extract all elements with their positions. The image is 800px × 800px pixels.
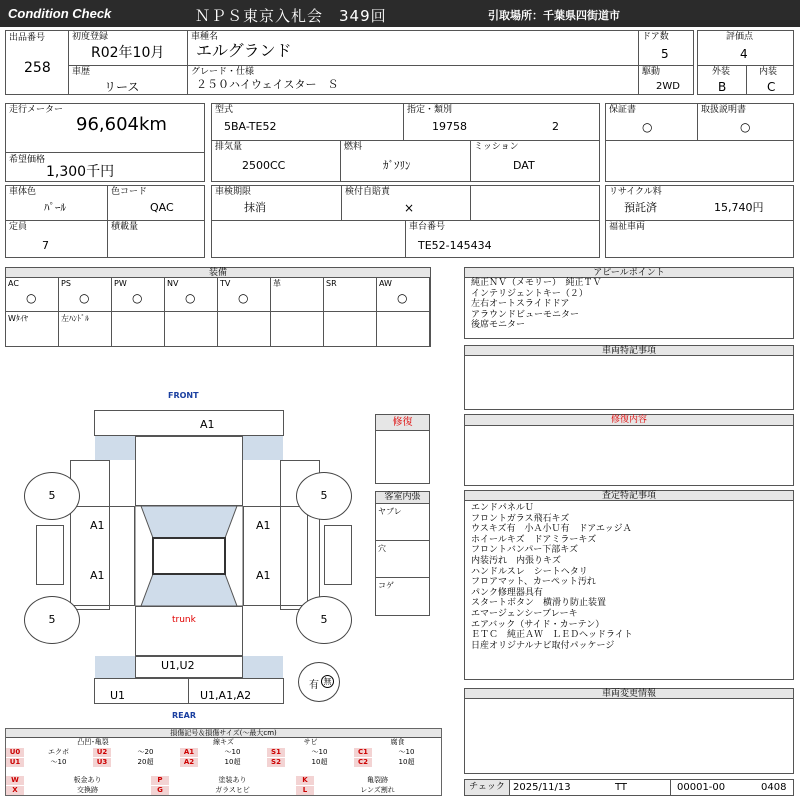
equip-key: AC: [8, 279, 19, 288]
header-location: 引取場所：千葉県四街道市: [488, 9, 620, 22]
appeal-lines: [471, 278, 602, 331]
equip-cell2-3: [165, 312, 218, 346]
legend-desc: レンズ割れ: [360, 786, 395, 794]
model-box: [211, 103, 404, 141]
legend-desc: 10超: [311, 758, 328, 766]
recycle-status: 預託済: [624, 201, 657, 214]
legend-desc: 〜20: [137, 748, 154, 756]
first-reg-box: [68, 30, 188, 66]
warranty-label: 保証書: [609, 105, 637, 115]
interior-row-3: [376, 578, 429, 615]
legend-desc: 10超: [224, 758, 241, 766]
equip-key2: 左ﾊﾝﾄﾞﾙ: [61, 314, 89, 323]
mileage-label: 走行メーター: [9, 105, 64, 115]
equipment-title: 装備: [6, 268, 430, 278]
tax-extra-box: [470, 185, 600, 221]
lot-box: [5, 30, 69, 95]
rear-label: REAR: [172, 711, 196, 720]
equip-cell-5: [271, 278, 324, 312]
tire-fr: 5: [296, 472, 352, 520]
equipment-panel: [5, 267, 431, 347]
rear-right-code: U1,A1,A2: [200, 689, 252, 702]
equip-cell2-4: [218, 312, 271, 346]
ext: B: [718, 80, 727, 94]
mission-label: ミッション: [474, 142, 519, 152]
interior-label: 客室内張: [376, 492, 429, 504]
roof-outline: [135, 506, 243, 606]
doors-label: ドア数: [642, 32, 669, 42]
price-box: [5, 152, 205, 182]
equip-cell-6: [324, 278, 377, 312]
seats: 7: [42, 239, 49, 252]
equip-cell2-1: [59, 312, 112, 346]
grade-box: [187, 65, 639, 95]
panel-fl-fender: [95, 436, 135, 460]
lot-number: 258: [24, 60, 51, 76]
car-name: エルグランド: [196, 41, 292, 60]
seats-label: 定員: [9, 222, 28, 232]
legend-code: C1: [354, 748, 372, 757]
legend-desc: 〜10: [398, 748, 415, 756]
color-label: 車体色: [9, 187, 37, 197]
trunk-label: trunk: [172, 615, 196, 625]
header-left: Condition Check: [8, 6, 112, 21]
inspector-line: パンク修理器具有: [471, 587, 543, 598]
history-label: 車歴: [72, 67, 91, 77]
rear-bumper-left: [94, 678, 189, 704]
spare-mark: 無: [321, 675, 334, 688]
tire-rr: 5: [296, 596, 352, 644]
legend-title: 損傷記号＆損傷サイズ(〜最大cm): [6, 729, 441, 738]
interior-burn: コゲ: [378, 581, 394, 590]
legend-desc: エクボ: [48, 748, 69, 756]
appeal-line: アラウンドビューモニター: [471, 309, 580, 320]
footer-divider: [670, 780, 671, 795]
inspector-line: フロントガラス飛石キズ: [471, 513, 570, 524]
model: 5BA-TE52: [224, 120, 277, 133]
doors-box: [638, 30, 694, 66]
footer: [464, 779, 794, 796]
roof: [153, 538, 225, 574]
tax-box: [341, 185, 471, 221]
drive-box: [638, 65, 694, 95]
price: 1,300千円: [46, 164, 115, 180]
fuel-label: 燃料: [344, 142, 363, 152]
legend: [5, 728, 442, 796]
seats-box: [5, 220, 108, 258]
equip-cell-2: [112, 278, 165, 312]
legend-desc: 塗装あり: [218, 776, 247, 784]
rear-window: [141, 574, 237, 606]
car-name-label: 車種名: [191, 32, 219, 42]
inspector-line: エマージェンシーブレーキ: [471, 608, 578, 619]
welfare-label: 福祉車両: [609, 222, 646, 232]
right-doors: [243, 506, 308, 606]
inspector-line: ウスキズ有 小Ａ小Ｕ有 ドアエッジＡ: [471, 524, 632, 535]
special-panel: [464, 345, 794, 410]
cc-box: [211, 140, 341, 182]
legend-group: サビ: [303, 738, 318, 746]
panel-front-bumper: [94, 410, 284, 436]
legend-desc: 〜10: [311, 748, 328, 756]
repair-box: [375, 414, 430, 484]
recycle-label: リサイクル料: [609, 187, 662, 197]
color: ﾊﾟｰﾙ: [44, 201, 66, 214]
mileage-box: [5, 103, 205, 153]
legend-code: L: [296, 786, 314, 795]
header-title: ＮＰＳ東京入札会 349回: [195, 7, 387, 25]
legend-desc: 10超: [398, 758, 415, 766]
legend-desc: 板金あり: [73, 776, 102, 784]
lot-label: 出品番号: [9, 33, 46, 43]
left-mirror: [36, 525, 64, 585]
equip-key: NV: [167, 279, 179, 288]
load-label: 積載量: [111, 222, 139, 232]
price-label: 希望価格: [9, 155, 46, 165]
legend-grid: [6, 738, 441, 795]
load-box: [107, 220, 205, 258]
footer-code: 00001-00: [677, 782, 726, 793]
inspector-title: 査定特記事項: [465, 491, 793, 501]
equip-key: PW: [114, 279, 127, 288]
legend-code: C2: [354, 758, 372, 767]
interior-row-2: [376, 541, 429, 578]
spare-label: 有: [309, 680, 319, 691]
equip-cell-1: [59, 278, 112, 312]
legend-code: G: [151, 786, 169, 795]
warranty-ext-box: [605, 140, 794, 182]
inspector-line: 日産オリジナルナビ取付パッケージ: [471, 640, 615, 651]
inspector-line: ハンドルスレ シートヘタリ: [471, 566, 588, 577]
rear-panel-code: U1,U2: [161, 659, 195, 672]
chassis-box: [405, 220, 600, 258]
equip-cell-0: [6, 278, 59, 312]
legend-desc: 〜10: [50, 758, 67, 766]
equip-mark: ○: [185, 291, 196, 305]
int: C: [767, 80, 776, 94]
welfare-box: [605, 220, 794, 258]
legend-code: P: [151, 776, 169, 785]
grade-label: グレード・仕様: [191, 67, 255, 77]
right-front-door-code: A1: [256, 519, 271, 532]
tire-fl: 5: [24, 472, 80, 520]
inspector-lines: [471, 503, 633, 651]
legend-code: S2: [267, 758, 285, 767]
equipment-grid: [6, 278, 430, 346]
windshield: [141, 506, 237, 538]
equip-cell-7: [377, 278, 430, 312]
legend-code: U3: [93, 758, 111, 767]
check-label: チェック: [465, 780, 510, 795]
warranty-box: [605, 103, 698, 141]
equip-mark: ○: [79, 291, 90, 305]
repair-title: 修復内容: [465, 415, 793, 426]
mileage: 96,604km: [76, 114, 167, 135]
header-bar: [0, 0, 800, 27]
warranty: ○: [642, 120, 653, 134]
legend-desc: ガラスヒビ: [215, 786, 250, 794]
change-panel: [464, 688, 794, 774]
interior-row-1: [376, 504, 429, 541]
chassis-blank-box: [211, 220, 406, 258]
fuel-box: [340, 140, 471, 182]
legend-group: 凸凹･亀裂: [77, 738, 109, 746]
panel-hood: [135, 436, 243, 506]
equip-cell2-2: [112, 312, 165, 346]
right-mirror: [324, 525, 352, 585]
tax-label: 検付自賠責: [345, 187, 391, 197]
equip-key: TV: [220, 279, 231, 288]
colorcode: QAC: [150, 201, 174, 214]
legend-desc: 交換跡: [77, 786, 98, 794]
inspector-line: スタートボタン 横滑り防止装置: [471, 598, 607, 609]
legend-code: U0: [6, 748, 24, 757]
equip-cell-4: [218, 278, 271, 312]
inspector-panel: [464, 490, 794, 680]
first-reg: R02年10月: [91, 45, 165, 61]
inspector-line: フロアマット、カーペット汚れ: [471, 577, 596, 588]
drive-label: 駆動: [642, 67, 661, 77]
equip-mark: ○: [26, 291, 37, 305]
right-rear-door-code: A1: [256, 569, 271, 582]
equip-cell2-6: [324, 312, 377, 346]
front-label: FRONT: [168, 391, 199, 400]
trunk-panel: [135, 606, 243, 656]
legend-code: W: [6, 776, 24, 785]
cert-b: 2: [552, 120, 559, 133]
manual-box: [697, 103, 794, 141]
change-title: 車両変更情報: [465, 689, 793, 699]
interior-box: [375, 491, 430, 616]
int-box: [746, 65, 794, 95]
doors: 5: [661, 47, 669, 61]
colorcode-box: [107, 185, 205, 221]
cert-box: [403, 103, 600, 141]
equip-key: AW: [379, 279, 392, 288]
spare-tire: [298, 662, 340, 702]
inspector-line: エンドパネルＵ: [471, 503, 534, 513]
color-box: [5, 185, 108, 221]
legend-code: S1: [267, 748, 285, 757]
inspect-box: [211, 185, 342, 221]
tire-rl: 5: [24, 596, 80, 644]
equip-key2: Wﾀｲﾔ: [8, 314, 28, 323]
car-name-box: [187, 30, 639, 66]
equip-mark: ○: [132, 291, 143, 305]
history: リース: [104, 80, 140, 94]
equip-mark: ○: [238, 291, 249, 305]
inspect-label: 車検期限: [215, 187, 252, 197]
appeal-line: 後席モニター: [471, 320, 526, 330]
history-box: [68, 65, 188, 95]
recycle-amount: 15,740円: [714, 201, 764, 214]
cc-label: 排気量: [215, 142, 243, 152]
equip-cell-3: [165, 278, 218, 312]
equip-mark: ○: [397, 291, 408, 305]
legend-code: X: [6, 786, 24, 795]
score-label: 評価点: [726, 32, 754, 42]
ext-box: [697, 65, 747, 95]
inspector-line: フロントバンパー下部キズ: [471, 545, 579, 556]
mission-box: [470, 140, 600, 182]
legend-code: A1: [180, 748, 198, 757]
manual-label: 取扱説明書: [701, 105, 747, 115]
equip-cell2-7: [377, 312, 430, 346]
legend-code: U1: [6, 758, 24, 767]
left-front-door-code: A1: [90, 519, 105, 532]
repair-label: 修復: [376, 415, 429, 431]
hood-code: A1: [200, 418, 215, 431]
appeal-title: アピールポイント: [465, 268, 793, 278]
inspector-line: ＥＴＣ 純正ＡＷ ＬＥＤヘッドライト: [471, 630, 633, 641]
legend-group: 腐食: [390, 738, 405, 746]
legend-code: U2: [93, 748, 111, 757]
panel-rl-quarter: [95, 656, 135, 678]
cert-label: 指定・類別: [407, 105, 453, 115]
inspector-line: ホイールキズ ドアミラーキズ: [471, 534, 597, 545]
left-rear-door-code: A1: [90, 569, 105, 582]
inspect: 抹消: [244, 201, 266, 214]
equip-key: 革: [273, 279, 281, 288]
score-box: [697, 30, 794, 66]
equip-key: SR: [326, 279, 337, 288]
interior-yabure: ヤブレ: [378, 507, 402, 516]
colorcode-label: 色コード: [111, 187, 148, 197]
legend-group: 線キズ: [213, 738, 234, 746]
recycle-box: [605, 185, 794, 221]
equip-cell2-5: [271, 312, 324, 346]
legend-code: A2: [180, 758, 198, 767]
check-date: 2025/11/13: [513, 782, 571, 793]
repair-panel: [464, 414, 794, 486]
mission: DAT: [513, 159, 535, 172]
panel-fr-fender: [243, 436, 283, 460]
special-title: 車両特記事項: [465, 346, 793, 356]
appeal-line: インテリジェントキー（２）: [471, 288, 588, 299]
inspector-line: 内装汚れ 内張りキズ: [471, 555, 561, 566]
equip-key: PS: [61, 279, 71, 288]
interior-hole: 穴: [378, 544, 386, 553]
first-reg-label: 初度登録: [72, 32, 109, 42]
ext-label: 外装: [712, 67, 731, 77]
chassis-label: 車台番号: [409, 222, 446, 232]
cert-a: 19758: [432, 120, 467, 133]
legend-code: K: [296, 776, 314, 785]
model-label: 型式: [215, 105, 234, 115]
legend-desc: 20超: [137, 758, 154, 766]
legend-desc: 〜10: [224, 748, 241, 756]
tax: ×: [404, 201, 415, 215]
appeal-panel: [464, 267, 794, 339]
grade: ２５０ハイウェイスター Ｓ: [196, 78, 339, 91]
legend-desc: 亀裂跡: [367, 776, 388, 784]
int-label: 内装: [759, 67, 778, 77]
manual: ○: [740, 120, 751, 134]
rear-left-code: U1: [110, 689, 126, 702]
equip-cell2-0: [6, 312, 59, 346]
chassis: TE52-145434: [418, 239, 492, 252]
cc: 2500CC: [242, 159, 286, 172]
drive: 2WD: [656, 81, 680, 92]
score: 4: [740, 47, 748, 61]
inspector-line: エアバック（サイド・カーテン）: [471, 619, 605, 630]
panel-rr-quarter: [243, 656, 283, 678]
appeal-line: 純正ＮＶ（メモリー） 純正ＴＶ: [471, 278, 602, 288]
footer-num: 0408: [761, 782, 787, 793]
appeal-line: 左右オートスライドドア: [471, 299, 570, 309]
checker: TT: [615, 782, 628, 793]
fuel: ｶﾞｿﾘﾝ: [383, 159, 411, 172]
